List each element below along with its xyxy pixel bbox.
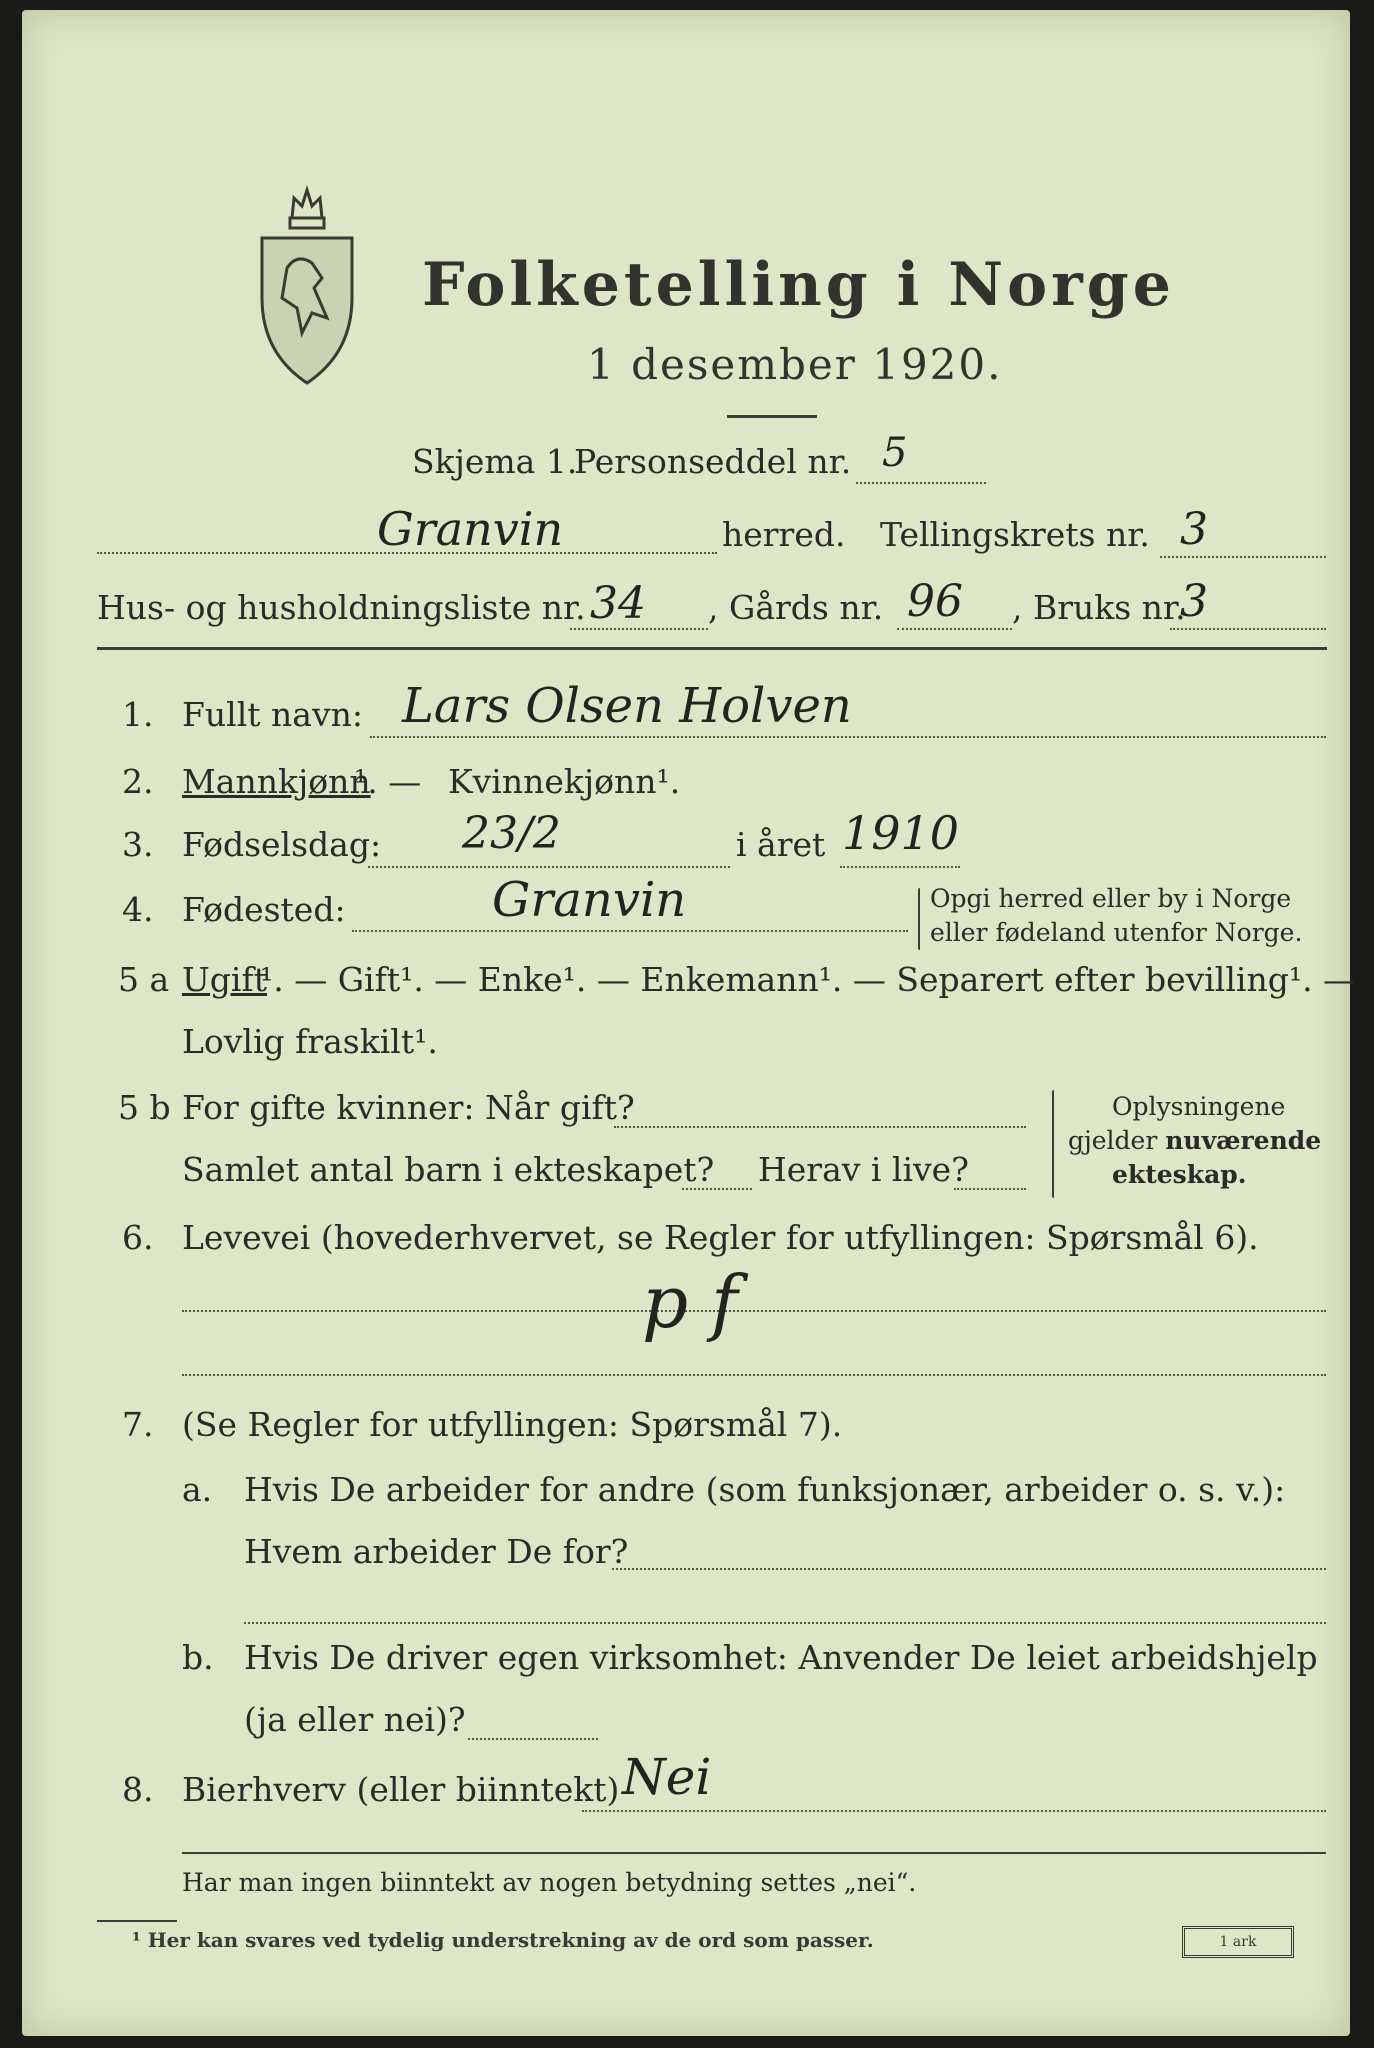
- q5b-line1: For gifte kvinner: Når gift?: [182, 1088, 635, 1127]
- personseddel-label: Personseddel nr.: [574, 442, 852, 481]
- bruks-value[interactable]: 3: [1180, 576, 1208, 627]
- gards-value[interactable]: 96: [907, 576, 963, 627]
- q8-line: [582, 1810, 1326, 1812]
- tellingskrets-label: Tellingskrets nr.: [880, 515, 1150, 554]
- q5b-number: 5 b: [118, 1088, 171, 1127]
- q7a-text: Hvis De arbeider for andre (som funksjonær, arbeider o. s. v.):: [244, 1470, 1286, 1509]
- husliste-value[interactable]: 34: [590, 578, 646, 629]
- q7b-question: (ja eller nei)?: [244, 1700, 466, 1739]
- footnote-rule: [97, 1920, 177, 1922]
- q8-number: 8.: [122, 1770, 154, 1809]
- birth-year-value[interactable]: 1910: [842, 806, 960, 860]
- q6-label: Levevei (hovederhvervet, se Regler for utfyllingen: Spørsmål 6).: [182, 1218, 1259, 1257]
- husliste-label: Hus- og husholdningsliste nr.: [97, 588, 586, 627]
- q5b-line2a: Samlet antal barn i ekteskapet?: [182, 1150, 715, 1189]
- q2-separator: ¹. —: [354, 762, 422, 801]
- form-title: Folketelling i Norge: [422, 250, 1175, 320]
- gards-line: [897, 628, 1012, 630]
- q1-line: [370, 736, 1326, 738]
- tellingskrets-value[interactable]: 3: [1180, 504, 1208, 555]
- q5a-line2[interactable]: Lovlig fraskilt¹.: [182, 1022, 438, 1061]
- tellingskrets-line: [1160, 556, 1326, 558]
- q5b-brace: [1052, 1090, 1054, 1198]
- q7b-letter: b.: [182, 1638, 214, 1677]
- q7a-line2: [244, 1622, 1326, 1624]
- gards-label: , Gårds nr.: [708, 588, 884, 627]
- q5b-note-line1: Oplysningene: [1112, 1092, 1286, 1121]
- q5b-alive-line: [954, 1188, 1026, 1190]
- q7a-question: Hvem arbeider De for?: [244, 1532, 629, 1571]
- occupation-value[interactable]: p f: [642, 1260, 738, 1344]
- q3-year-label: i året: [736, 825, 826, 864]
- q5b-note-line2a: gjelder: [1068, 1126, 1166, 1155]
- q1-label: Fullt navn:: [182, 695, 363, 734]
- q2-male-option[interactable]: Mannkjønn: [182, 762, 371, 801]
- personseddel-value[interactable]: 5: [882, 430, 908, 476]
- q7-number: 7.: [122, 1405, 154, 1444]
- q5b-note-line2: [1068, 1126, 1321, 1155]
- herred-label: herred.: [722, 515, 846, 554]
- bruks-line: [1170, 628, 1326, 630]
- personseddel-line: [856, 482, 986, 484]
- q2-female-option[interactable]: Kvinnekjønn¹.: [448, 762, 681, 801]
- q7a-letter: a.: [182, 1470, 213, 1509]
- q5b-married-line: [614, 1126, 1026, 1128]
- title-divider: [727, 415, 817, 418]
- q8-label: Bierhverv (eller biinntekt): [182, 1770, 620, 1809]
- q7b-text: Hvis De driver egen virksomhet: Anvender De leiet arbeidshjelp: [244, 1638, 1318, 1677]
- census-date: 1 desember 1920.: [587, 340, 1003, 389]
- q4-note-line1: Opgi herred eller by i Norge: [930, 884, 1292, 913]
- q4-line: [352, 930, 908, 932]
- q2-number: 2.: [122, 762, 154, 801]
- norway-coat-of-arms-icon: [252, 178, 362, 393]
- q4-note-line2: eller fødeland utenfor Norge.: [930, 918, 1303, 947]
- q4-label: Fødested:: [182, 890, 346, 929]
- q5a-ugift-option[interactable]: Ugift: [182, 960, 267, 999]
- q6-number: 6.: [122, 1218, 154, 1257]
- side-income-value[interactable]: Nei: [622, 1748, 712, 1806]
- q7-label: (Se Regler for utfyllingen: Spørsmål 7).: [182, 1405, 843, 1444]
- q6-line1: [182, 1310, 1326, 1312]
- schema-label: Skjema 1.: [412, 442, 578, 481]
- footnote: ¹ Her kan svares ved tydelig understrekning av de ord som passer.: [132, 1928, 874, 1952]
- q1-number: 1.: [122, 695, 154, 734]
- birthday-value[interactable]: 23/2: [462, 808, 561, 859]
- header-rule: [97, 647, 1327, 650]
- full-name-value[interactable]: Lars Olsen Holven: [402, 678, 852, 734]
- q5b-line2b: Herav i live?: [758, 1150, 969, 1189]
- q7b-line: [468, 1738, 598, 1740]
- footer-rule: [182, 1852, 1326, 1854]
- q5b-children-line: [682, 1188, 752, 1190]
- q3-label: Fødselsdag:: [182, 825, 382, 864]
- q4-brace: [918, 888, 920, 950]
- q3-year-line: [840, 866, 960, 868]
- footer-note: Har man ingen biinntekt av nogen betydning settes „nei“.: [182, 1868, 917, 1897]
- q5b-note-line2b: nuværende: [1165, 1126, 1322, 1155]
- census-form-sheet: [22, 10, 1357, 2036]
- herred-value[interactable]: Granvin: [377, 502, 564, 556]
- printer-stamp: 1 ark: [1182, 1926, 1294, 1958]
- q7a-line1: [612, 1568, 1326, 1570]
- birthplace-value[interactable]: Granvin: [492, 872, 687, 928]
- q5a-options[interactable]: ¹. — Gift¹. — Enke¹. — Enkemann¹. — Separert efter bevilling¹. —: [260, 960, 1357, 999]
- q5a-number: 5 a: [118, 960, 170, 999]
- q4-number: 4.: [122, 890, 154, 929]
- bruks-label: , Bruks nr.: [1012, 588, 1186, 627]
- q5b-note-line3: ekteskap.: [1112, 1160, 1247, 1189]
- q3-number: 3.: [122, 825, 154, 864]
- q6-line2: [182, 1374, 1326, 1376]
- q3-birthday-line: [368, 866, 730, 868]
